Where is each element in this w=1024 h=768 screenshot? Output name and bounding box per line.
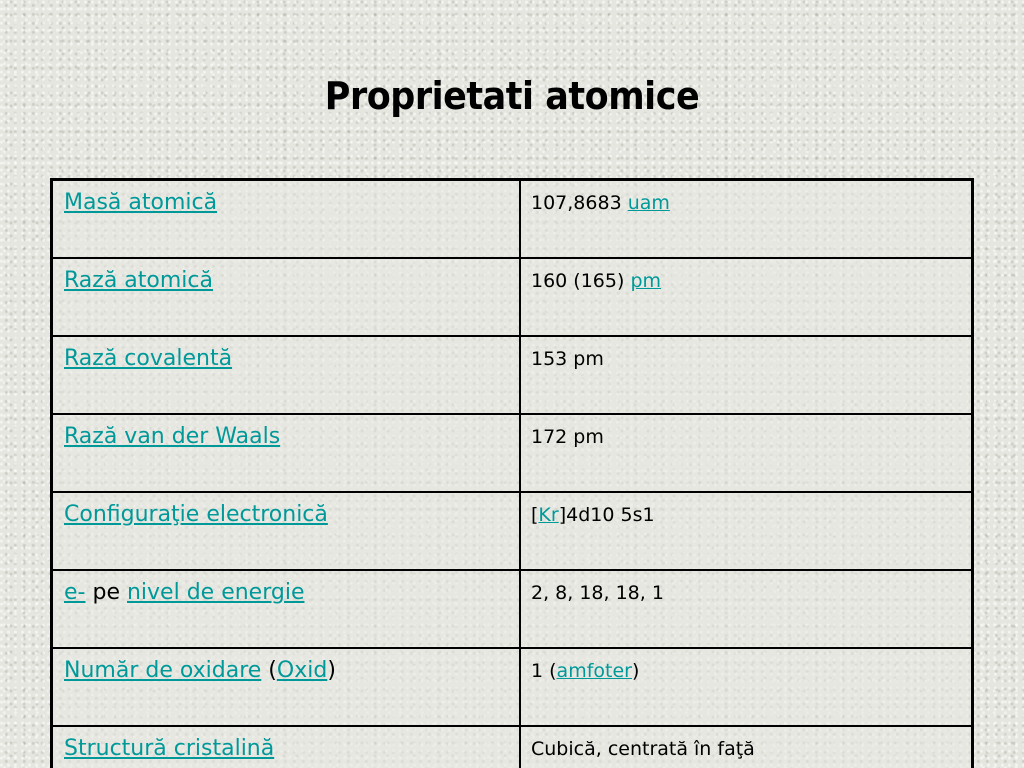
amphoteric-link[interactable]: amfoter (556, 660, 632, 682)
oxide-close-paren: ) (327, 658, 336, 683)
van-der-waals-radius-link[interactable]: Rază van der Waals (64, 424, 281, 449)
atomic-properties-table (50, 178, 974, 768)
table-row (52, 726, 973, 768)
property-label-cell (52, 570, 521, 648)
pm-unit-link[interactable]: pm (630, 270, 662, 292)
table-row (52, 648, 973, 726)
config-open-bracket: [ (531, 504, 539, 526)
atomic-mass-value: 107,8683 (531, 192, 628, 214)
electrons-per-level-value: 2, 8, 18, 18, 1 (531, 582, 664, 604)
table-row (52, 570, 973, 648)
table-row (52, 258, 973, 336)
property-label-cell (52, 336, 521, 414)
table-row (52, 336, 973, 414)
property-label-cell (52, 726, 521, 768)
page-title: Proprietati atomice (324, 74, 700, 118)
atomic-mass-link[interactable]: Masă atomică (64, 190, 218, 215)
property-value-cell (520, 258, 973, 336)
property-label-cell (52, 258, 521, 336)
oxide-link[interactable]: Oxid (276, 658, 328, 683)
covalent-radius-link[interactable]: Rază covalentă (64, 346, 233, 371)
property-value-cell (520, 336, 973, 414)
oxidation-value-open: 1 ( (531, 660, 557, 682)
electron-configuration-link[interactable]: Configuraţie electronică (64, 502, 328, 527)
pe-text: pe (85, 580, 127, 605)
energy-level-link[interactable]: nivel de energie (126, 580, 305, 605)
oxide-open-paren: ( (261, 658, 277, 683)
table-row (52, 180, 973, 259)
property-value-cell (520, 570, 973, 648)
property-value-cell (520, 492, 973, 570)
property-value-cell (520, 180, 973, 259)
crystal-structure-link[interactable]: Structură cristalină (64, 736, 275, 761)
covalent-radius-value: 153 pm (531, 348, 604, 370)
oxidation-number-link[interactable]: Număr de oxidare (64, 658, 262, 683)
atomic-radius-link[interactable]: Rază atomică (64, 268, 213, 293)
property-value-cell (520, 414, 973, 492)
property-label-cell (52, 180, 521, 259)
crystal-structure-value: Cubică, centrată în faţă (531, 738, 755, 760)
config-rest: ]4d10 5s1 (558, 504, 655, 526)
oxidation-value-close: ) (631, 660, 640, 682)
van-der-waals-radius-value: 172 pm (531, 426, 604, 448)
table-row (52, 414, 973, 492)
atomic-radius-value: 160 (165) (531, 270, 631, 292)
property-value-cell (520, 726, 973, 768)
property-value-cell (520, 648, 973, 726)
property-label-cell (52, 492, 521, 570)
table-row (52, 492, 973, 570)
property-label-cell (52, 414, 521, 492)
property-label-cell (52, 648, 521, 726)
kr-link[interactable]: Kr (538, 504, 559, 526)
uam-unit-link[interactable]: uam (627, 192, 670, 214)
electron-link[interactable]: e- (64, 580, 86, 605)
